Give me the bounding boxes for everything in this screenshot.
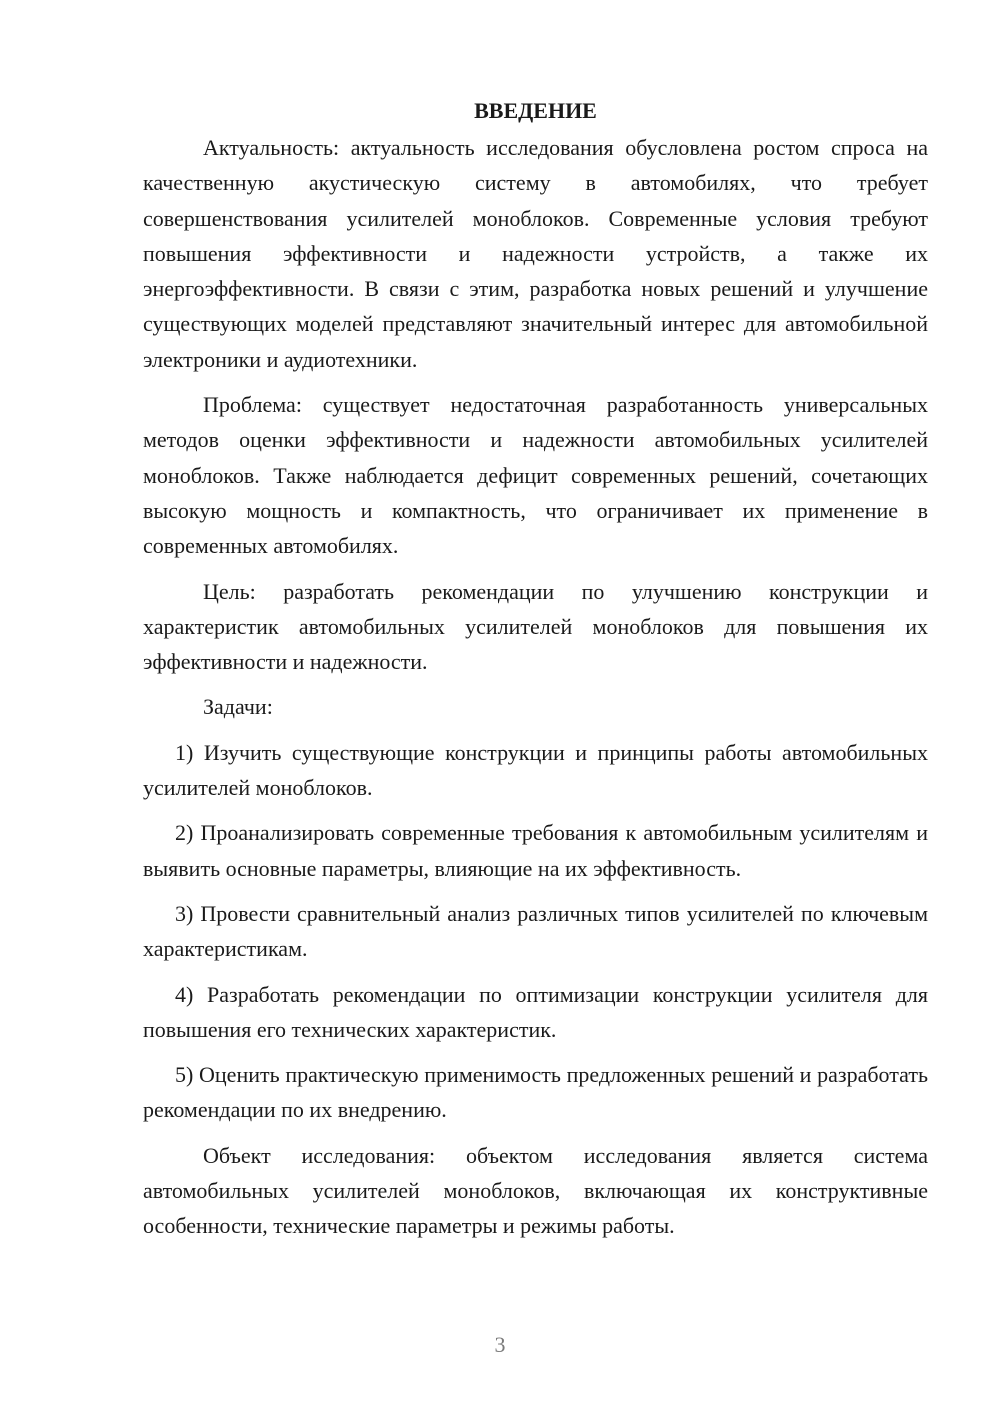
paragraph-relevance: Актуальность: актуальность исследования обусловлена ростом спроса на качественную акустическую систему в автомобилях, что требует совершенствования усилителей моноблоков. Современные условия требуют повышения эффективности и надежности устройств, а также их энергоэффективности. В связи с этим, разработка новых решений и улучшение существующих моделей представляют значительный интерес для автомобильной электроники и аудиотехники. bbox=[143, 135, 928, 372]
task-item-4: 4) Разработать рекомендации по оптимизации конструкции усилителя для повышения его технических характеристик. bbox=[143, 981, 928, 1042]
task-item-1: 1) Изучить существующие конструкции и принципы работы автомобильных усилителей моноблоков. bbox=[143, 739, 928, 801]
task-item-2: 2) Проанализировать современные требования к автомобильным усилителям и выявить основные параметры, влияющие на их эффективность. bbox=[143, 820, 928, 881]
task-item-3: 3) Провести сравнительный анализ различных типов усилителей по ключевым характеристикам. bbox=[143, 900, 928, 962]
paragraph-object: Объект исследования: объектом исследования является система автомобильных усилителей моноблоков, включающая их конструктивные особенности, технические параметры и режимы работы. bbox=[143, 1142, 928, 1239]
document-page bbox=[143, 93, 928, 1254]
page-number: 3 bbox=[494, 1332, 506, 1357]
paragraph-goal: Цель: разработать рекомендации по улучшению конструкции и характеристик автомобильных усилителей моноблоков для повышения их эффективности и надежности. bbox=[143, 578, 928, 675]
task-item-5: 5) Оценить практическую применимость предложенных решений и разработать рекомендации по их внедрению. bbox=[143, 1062, 928, 1123]
paragraph-problem: Проблема: существует недостаточная разработанность универсальных методов оценки эффективности и надежности автомобильных усилителей моноблоков. Также наблюдается дефицит современных решений, сочетающих высокую мощность и компактность, что ограничивает их применение в современных автомобилях. bbox=[143, 392, 928, 559]
tasks-heading: Задачи: bbox=[203, 694, 273, 720]
section-title: ВВЕДЕНИЕ bbox=[474, 98, 597, 123]
